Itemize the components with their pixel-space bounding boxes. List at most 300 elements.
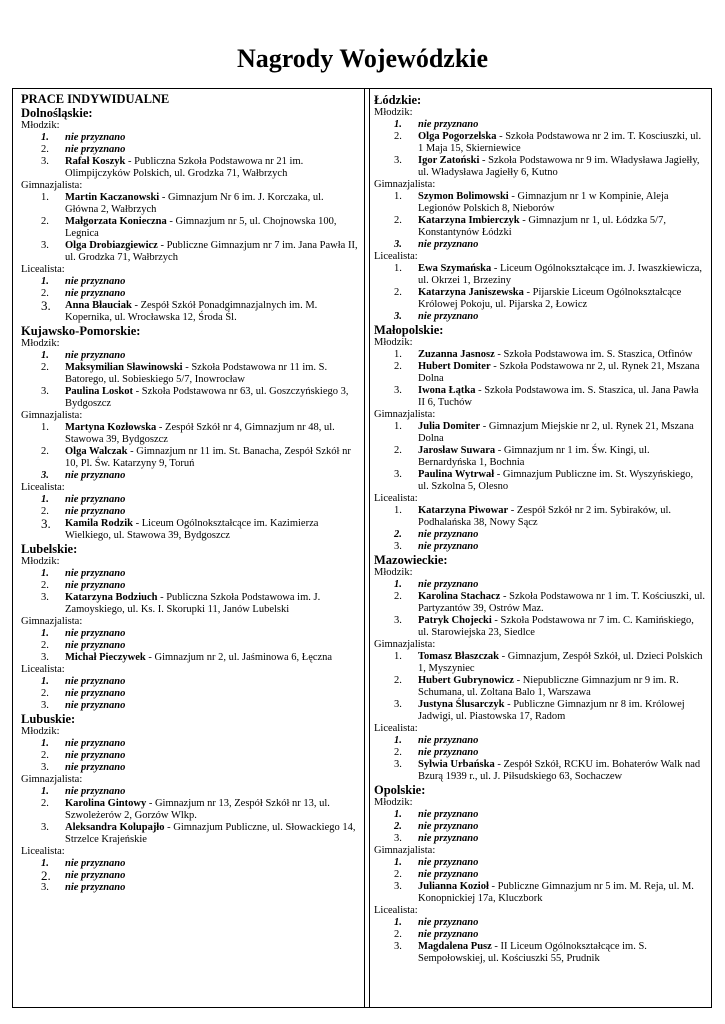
not-awarded-text: nie przyznano <box>65 738 126 749</box>
winner-name: Olga Drobiazgiewicz <box>65 240 158 251</box>
school-details: - Zespół Szkół nr 4, Gimnazjum nr 48, ul. Stawowa 39, Bydgoszcz <box>65 422 335 445</box>
not-awarded-text: nie przyznano <box>65 628 126 639</box>
list-item <box>374 155 705 179</box>
school-details: - Gimnazjum nr 1, ul. Łódzka 5/7, Konstantynów Łódzki <box>418 215 666 238</box>
category-label: Licealista: <box>374 723 418 734</box>
place-number: 2. <box>394 821 402 832</box>
place-number: 3. <box>394 941 402 952</box>
winner-name: Zuzanna Jasnosz <box>418 349 495 360</box>
place-number: 2. <box>41 580 49 591</box>
region-heading: Dolnośląskie: <box>21 106 93 120</box>
category-label: Gimnazjalista: <box>21 410 83 421</box>
list-item <box>374 809 705 821</box>
winner-name: Karolina Gintowy <box>65 798 147 809</box>
winner-name: Paulina Wytrwał <box>418 469 495 480</box>
category-label: Młodzik: <box>374 107 413 118</box>
list-item <box>21 350 358 362</box>
not-awarded-text: nie przyznano <box>65 640 126 651</box>
not-awarded-text: nie przyznano <box>65 750 126 761</box>
category-label: Gimnazjalista: <box>374 409 436 420</box>
region-heading: Łódzkie: <box>374 93 422 107</box>
award-list <box>21 132 358 180</box>
region-heading: Opolskie: <box>374 783 426 797</box>
list-item <box>374 759 705 783</box>
list-item <box>374 287 705 311</box>
place-number: 2. <box>394 675 402 686</box>
place-number: 1. <box>41 494 49 505</box>
school-details: - Liceum Ogólnokształcące im. J. Iwaszkiewicza, ul. Okrzei 1, Brzeziny <box>418 263 703 286</box>
school-details: - Gimnazjum Publiczne im. St. Wyszyńskiego, ul. Szkolna 5, Olesno <box>418 469 694 492</box>
region-heading: Małopolskie: <box>374 323 444 337</box>
list-item <box>21 738 358 750</box>
school-details: - Szkoła Podstawowa nr 63, ul. Goszczyńskiego 3, Bydgoszcz <box>65 386 349 409</box>
place-number: 1. <box>394 263 402 274</box>
place-number: 1. <box>394 421 402 432</box>
place-number: 3. <box>41 822 49 833</box>
place-number: 1. <box>394 735 402 746</box>
list-item <box>21 446 358 470</box>
not-awarded-text: nie przyznano <box>418 579 479 590</box>
award-list <box>21 276 358 324</box>
award-list <box>374 579 705 639</box>
award-list <box>374 191 705 251</box>
winner-name: Justyna Ślusarczyk <box>418 699 505 710</box>
school-details: - Szkoła Podstawowa nr 9 im. Władysława Jagiełły, ul. Władysława Jagiełły 6, Kutno <box>418 155 700 178</box>
page-title: Nagrody Wojewódzkie <box>236 44 489 73</box>
list-item <box>21 858 358 870</box>
winner-name: Szymon Bolimowski <box>418 191 509 202</box>
school-details: - Gimnazjum nr 1 im. Św. Kingi, ul. Bernardyńska 1, Bochnia <box>418 445 650 468</box>
category-label: Młodzik: <box>374 567 413 578</box>
place-number: 2. <box>394 747 402 758</box>
place-number: 1. <box>41 676 49 687</box>
place-number: 3. <box>41 470 49 481</box>
list-item <box>374 917 705 929</box>
region-heading: Lubuskie: <box>21 712 76 726</box>
category-label: Młodzik: <box>21 338 60 349</box>
place-number: 3. <box>394 469 402 480</box>
school-details: - Szkoła Podstawowa nr 2 im. T. Kosciuszki, ul. 1 Maja 15, Skierniewice <box>418 131 702 154</box>
place-number: 1. <box>394 505 402 516</box>
place-number: 3. <box>41 882 49 893</box>
place-number: 1. <box>394 579 402 590</box>
not-awarded-text: nie przyznano <box>65 762 126 773</box>
list-item <box>21 362 358 386</box>
list-item <box>21 494 358 506</box>
category-label: Młodzik: <box>374 797 413 808</box>
winner-name: Hubert Gubrynowicz <box>418 675 514 686</box>
place-number: 2. <box>41 446 49 457</box>
list-item <box>21 750 358 762</box>
place-number: 2. <box>41 506 49 517</box>
winner-name: Iwona Łątka <box>418 385 476 396</box>
place-number: 2. <box>41 798 49 809</box>
category-label: Gimnazjalista: <box>21 616 83 627</box>
school-details: - Zespół Szkół nr 2 im. Sybiraków, ul. Podhalańska 38, Nowy Sącz <box>418 505 672 528</box>
award-list <box>21 628 358 664</box>
place-number: 3. <box>41 298 51 313</box>
not-awarded-text: nie przyznano <box>418 747 479 758</box>
list-item <box>21 216 358 240</box>
place-number: 2. <box>394 869 402 880</box>
list-item <box>374 929 705 941</box>
list-item <box>374 505 705 529</box>
school-details: - Gimnazjum nr 11 im. St. Banacha, Zespół Szkół nr 10, Pl. Św. Katarzyny 9, Toruń <box>65 446 351 469</box>
place-number: 3. <box>394 881 402 892</box>
place-number: 2. <box>394 591 402 602</box>
school-details: - Szkoła Podstawowa im. S. Staszica, Otfinów <box>494 349 693 360</box>
list-item <box>21 144 358 156</box>
place-number: 2. <box>41 362 49 373</box>
place-number: 2. <box>41 640 49 651</box>
not-awarded-text: nie przyznano <box>65 506 126 517</box>
place-number: 3. <box>394 311 402 322</box>
list-item <box>374 191 705 215</box>
list-item <box>374 857 705 869</box>
place-number: 3. <box>41 652 49 663</box>
list-item <box>374 215 705 239</box>
place-number: 1. <box>394 809 402 820</box>
award-list <box>374 263 705 323</box>
school-details: - Zespół Szkół, RCKU im. Bohaterów Walk nad Bzurą 1939 r., ul. J. Piłsudskiego 63, Sochaczew <box>418 759 701 782</box>
winner-name: Martin Kaczanowski <box>65 192 160 203</box>
place-number: 3. <box>394 541 402 552</box>
award-list <box>21 858 358 894</box>
school-details: - II Liceum Ogólnokształcące im. S. Sempołowskiej, ul. Kościuszki 55, Prudnik <box>418 941 647 964</box>
not-awarded-text: nie przyznano <box>65 568 126 579</box>
not-awarded-text: nie przyznano <box>418 311 479 322</box>
list-item <box>21 822 358 846</box>
list-item <box>21 300 358 324</box>
list-item <box>21 470 358 482</box>
place-number: 3. <box>41 386 49 397</box>
school-details: - Szkoła Podstawowa nr 7 im. C. Kamińskiego, ul. Starowiejska 23, Siedlce <box>418 615 694 638</box>
category-label: Licealista: <box>374 493 418 504</box>
not-awarded-text: nie przyznano <box>418 821 479 832</box>
not-awarded-text: nie przyznano <box>418 869 479 880</box>
award-list <box>374 735 705 783</box>
list-item <box>21 568 358 580</box>
winner-name: Tomasz Błaszczak <box>418 651 499 662</box>
list-item <box>374 833 705 845</box>
list-item <box>21 422 358 446</box>
section-heading: PRACE INDYWIDUALNE <box>21 92 170 106</box>
place-number: 1. <box>41 132 49 143</box>
place-number: 2. <box>41 868 51 883</box>
list-item <box>374 445 705 469</box>
winner-name: Sylwia Urbańska <box>418 759 495 770</box>
list-item <box>21 132 358 144</box>
place-number: 3. <box>41 516 51 531</box>
winner-name: Olga Walczak <box>65 446 128 457</box>
place-number: 2. <box>41 216 49 227</box>
school-details: - Publiczna Szkoła Podstawowa im. J. Zamoyskiego, ul. Ks. I. Skorupki 11, Janów Lubelski <box>65 592 321 615</box>
list-item <box>21 786 358 798</box>
school-details: - Publiczne Gimnazjum nr 8 im. Królowej Jadwigi, ul. Piastowska 17, Radom <box>418 699 685 722</box>
place-number: 2. <box>394 215 402 226</box>
award-list <box>21 192 358 264</box>
award-list <box>21 738 358 774</box>
place-number: 3. <box>394 385 402 396</box>
school-details: - Publiczne Gimnazjum nr 7 im. Jana Pawła II, ul. Grodzka 71, Wałbrzych <box>65 240 358 263</box>
not-awarded-text: nie przyznano <box>65 870 126 881</box>
list-item <box>21 386 358 410</box>
award-list <box>374 349 705 409</box>
list-item <box>374 615 705 639</box>
school-details: - Gimnazjum Nr 6 im. J. Korczaka, ul. Główna 2, Wałbrzych <box>65 192 324 215</box>
not-awarded-text: nie przyznano <box>65 132 126 143</box>
award-list <box>374 809 705 845</box>
place-number: 1. <box>41 628 49 639</box>
list-item <box>374 361 705 385</box>
place-number: 2. <box>394 287 402 298</box>
list-item <box>21 870 358 882</box>
category-label: Młodzik: <box>21 556 60 567</box>
place-number: 2. <box>394 529 402 540</box>
list-item <box>374 421 705 445</box>
not-awarded-text: nie przyznano <box>65 288 126 299</box>
list-item <box>374 591 705 615</box>
list-item <box>374 651 705 675</box>
school-details: - Gimnazjum nr 5, ul. Chojnowska 100, Legnica <box>65 216 337 239</box>
category-label: Licealista: <box>374 251 418 262</box>
winner-name: Kamila Rodzik <box>65 518 133 529</box>
not-awarded-text: nie przyznano <box>418 541 479 552</box>
place-number: 1. <box>41 350 49 361</box>
place-number: 2. <box>394 131 402 142</box>
list-item <box>374 747 705 759</box>
winner-name: Patryk Chojecki <box>418 615 492 626</box>
place-number: 3. <box>394 155 402 166</box>
not-awarded-text: nie przyznano <box>65 144 126 155</box>
school-details: - Publiczna Szkoła Podstawowa nr 21 im. Olimpijczyków Polskich, ul. Grodzka 71, Wałbrzych <box>65 156 304 179</box>
category-label: Licealista: <box>21 664 65 675</box>
list-item <box>374 821 705 833</box>
place-number: 1. <box>394 191 402 202</box>
category-label: Młodzik: <box>21 120 60 131</box>
place-number: 3. <box>41 240 49 251</box>
list-item <box>374 349 705 361</box>
place-number: 2. <box>41 750 49 761</box>
region-heading: Lubelskie: <box>21 542 78 556</box>
not-awarded-text: nie przyznano <box>65 470 126 481</box>
list-item <box>374 131 705 155</box>
place-number: 3. <box>394 759 402 770</box>
category-label: Gimnazjalista: <box>21 774 83 785</box>
list-item <box>21 580 358 592</box>
winner-name: Katarzyna Bodziuch <box>65 592 158 603</box>
winner-name: Karolina Stachacz <box>418 591 501 602</box>
school-details: - Zespół Szkół Ponadgimnazjalnych im. M. Kopernika, ul. Wrocławska 12, Środa Śl. <box>65 300 318 323</box>
award-list <box>374 505 705 553</box>
list-item <box>374 311 705 323</box>
winner-name: Małgorzata Konieczna <box>65 216 167 227</box>
not-awarded-text: nie przyznano <box>65 350 126 361</box>
award-list <box>21 676 358 712</box>
not-awarded-text: nie przyznano <box>65 276 126 287</box>
not-awarded-text: nie przyznano <box>65 494 126 505</box>
left-column <box>13 89 365 1007</box>
list-item <box>374 579 705 591</box>
winner-name: Katarzyna Janiszewska <box>418 287 524 298</box>
award-list <box>21 568 358 616</box>
place-number: 1. <box>41 192 49 203</box>
winner-name: Olga Pogorzelska <box>418 131 497 142</box>
school-details: - Szkoła Podstawowa im. S. Staszica, ul. Jana Pawła II 6, Tuchów <box>418 385 699 408</box>
not-awarded-text: nie przyznano <box>65 688 126 699</box>
list-item <box>374 881 705 905</box>
list-item <box>21 240 358 264</box>
place-number: 2. <box>394 445 402 456</box>
awards-table <box>12 88 712 1008</box>
place-number: 1. <box>41 786 49 797</box>
not-awarded-text: nie przyznano <box>418 917 479 928</box>
place-number: 3. <box>41 762 49 773</box>
award-list <box>21 494 358 542</box>
category-label: Gimnazjalista: <box>21 180 83 191</box>
school-details: - Gimnazjum Publiczne, ul. Słowackiego 14, Strzelce Krajeńskie <box>65 822 356 845</box>
winner-name: Hubert Domiter <box>418 361 491 372</box>
list-item <box>374 735 705 747</box>
list-item <box>21 276 358 288</box>
place-number: 3. <box>41 156 49 167</box>
not-awarded-text: nie przyznano <box>65 786 126 797</box>
award-list <box>374 857 705 905</box>
winner-name: Igor Zatoński <box>418 155 480 166</box>
winner-name: Julia Domiter <box>418 421 481 432</box>
list-item <box>21 518 358 542</box>
not-awarded-text: nie przyznano <box>418 833 479 844</box>
not-awarded-text: nie przyznano <box>65 676 126 687</box>
school-details: - Niepubliczne Gimnazjum nr 9 im. R. Schumana, ul. Zoltana Balo 1, Warszawa <box>418 675 679 698</box>
winner-name: Katarzyna Imbierczyk <box>418 215 520 226</box>
award-list <box>21 786 358 846</box>
list-item <box>21 592 358 616</box>
category-label: Licealista: <box>374 905 418 916</box>
list-item <box>21 652 358 664</box>
list-item <box>374 263 705 287</box>
winner-name: Ewa Szymańska <box>418 263 492 274</box>
place-number: 1. <box>41 276 49 287</box>
award-list <box>374 421 705 493</box>
place-number: 1. <box>41 738 49 749</box>
winner-name: Michał Pieczywek <box>65 652 146 663</box>
winner-name: Rafał Koszyk <box>65 156 126 167</box>
category-label: Gimnazjalista: <box>374 845 436 856</box>
list-item <box>21 628 358 640</box>
place-number: 1. <box>41 422 49 433</box>
right-column <box>369 89 711 1007</box>
not-awarded-text: nie przyznano <box>418 809 479 820</box>
school-details: - Liceum Ogólnokształcące im. Kazimierza Wielkiego, ul. Stawowa 39, Bydgoszcz <box>65 518 319 541</box>
not-awarded-text: nie przyznano <box>418 529 479 540</box>
winner-name: Anna Błauciak <box>65 300 132 311</box>
place-number: 1. <box>41 858 49 869</box>
list-item <box>21 882 358 894</box>
place-number: 2. <box>41 688 49 699</box>
category-label: Licealista: <box>21 846 65 857</box>
award-list <box>374 651 705 723</box>
place-number: 3. <box>394 615 402 626</box>
place-number: 3. <box>41 700 49 711</box>
list-item <box>21 762 358 774</box>
place-number: 2. <box>41 288 49 299</box>
school-details: - Publiczne Gimnazjum nr 5 im. M. Reja, ul. M. Konopnickiej 17a, Kluczbork <box>418 881 694 904</box>
list-item <box>21 700 358 712</box>
list-item <box>374 529 705 541</box>
school-details: - Szkoła Podstawowa nr 11 im. S. Batorego, ul. Sobieskiego 5/7, Inowrocław <box>65 362 328 385</box>
region-heading: Mazowieckie: <box>374 553 448 567</box>
place-number: 2. <box>394 929 402 940</box>
list-item <box>374 869 705 881</box>
winner-name: Jarosław Suwara <box>418 445 496 456</box>
not-awarded-text: nie przyznano <box>418 239 479 250</box>
category-label: Gimnazjalista: <box>374 179 436 190</box>
place-number: 1. <box>394 119 402 130</box>
place-number: 1. <box>394 917 402 928</box>
list-item <box>374 119 705 131</box>
place-number: 1. <box>394 651 402 662</box>
list-item <box>374 385 705 409</box>
list-item <box>21 506 358 518</box>
list-item <box>374 541 705 553</box>
place-number: 1. <box>394 349 402 360</box>
school-details: - Gimnazjum nr 1 w Kompinie, Aleja Legionów Polskich 8, Nieborów <box>418 191 669 214</box>
award-list <box>21 350 358 410</box>
school-details: - Pijarskie Liceum Ogólnokształcące Królowej Pokoju, ul. Pijarska 2, Łowicz <box>418 287 682 310</box>
place-number: 2. <box>41 144 49 155</box>
award-list <box>374 119 705 179</box>
not-awarded-text: nie przyznano <box>65 882 126 893</box>
school-details: - Szkoła Podstawowa nr 2, ul. Rynek 21, Mszana Dolna <box>418 361 700 384</box>
list-item <box>21 798 358 822</box>
category-label: Gimnazjalista: <box>374 639 436 650</box>
list-item <box>374 239 705 251</box>
not-awarded-text: nie przyznano <box>418 857 479 868</box>
region-heading: Kujawsko-Pomorskie: <box>21 324 141 338</box>
category-label: Młodzik: <box>374 337 413 348</box>
list-item <box>374 941 705 965</box>
list-item <box>374 675 705 699</box>
not-awarded-text: nie przyznano <box>418 119 479 130</box>
place-number: 3. <box>394 239 402 250</box>
list-item <box>21 640 358 652</box>
list-item <box>21 156 358 180</box>
place-number: 1. <box>394 857 402 868</box>
school-details: - Gimnazjum nr 13, Zespół Szkół nr 13, ul. Szwoleżerów 2, Gorzów Wlkp. <box>65 798 330 821</box>
not-awarded-text: nie przyznano <box>418 929 479 940</box>
not-awarded-text: nie przyznano <box>65 700 126 711</box>
award-list <box>374 917 705 965</box>
winner-name: Aleksandra Kolupajło <box>65 822 165 833</box>
place-number: 1. <box>41 568 49 579</box>
not-awarded-text: nie przyznano <box>418 735 479 746</box>
place-number: 3. <box>394 699 402 710</box>
place-number: 3. <box>394 833 402 844</box>
list-item <box>21 676 358 688</box>
category-label: Licealista: <box>21 482 65 493</box>
award-list <box>21 422 358 482</box>
not-awarded-text: nie przyznano <box>65 580 126 591</box>
winner-name: Martyna Kozłowska <box>65 422 157 433</box>
school-details: - Gimnazjum, Zespół Szkół, ul. Dzieci Polskich 1, Myszyniec <box>418 651 703 674</box>
school-details: - Szkoła Podstawowa nr 1 im. T. Kościuszki, ul. Partyzantów 39, Ostrów Maz. <box>418 591 705 614</box>
list-item <box>374 469 705 493</box>
school-details: - Gimnazjum nr 2, ul. Jaśminowa 6, Łęczna <box>145 652 333 663</box>
winner-name: Maksymilian Sławinowski <box>65 362 183 373</box>
school-details: - Gimnazjum Miejskie nr 2, ul. Rynek 21, Mszana Dolna <box>418 421 694 444</box>
category-label: Licealista: <box>21 264 65 275</box>
